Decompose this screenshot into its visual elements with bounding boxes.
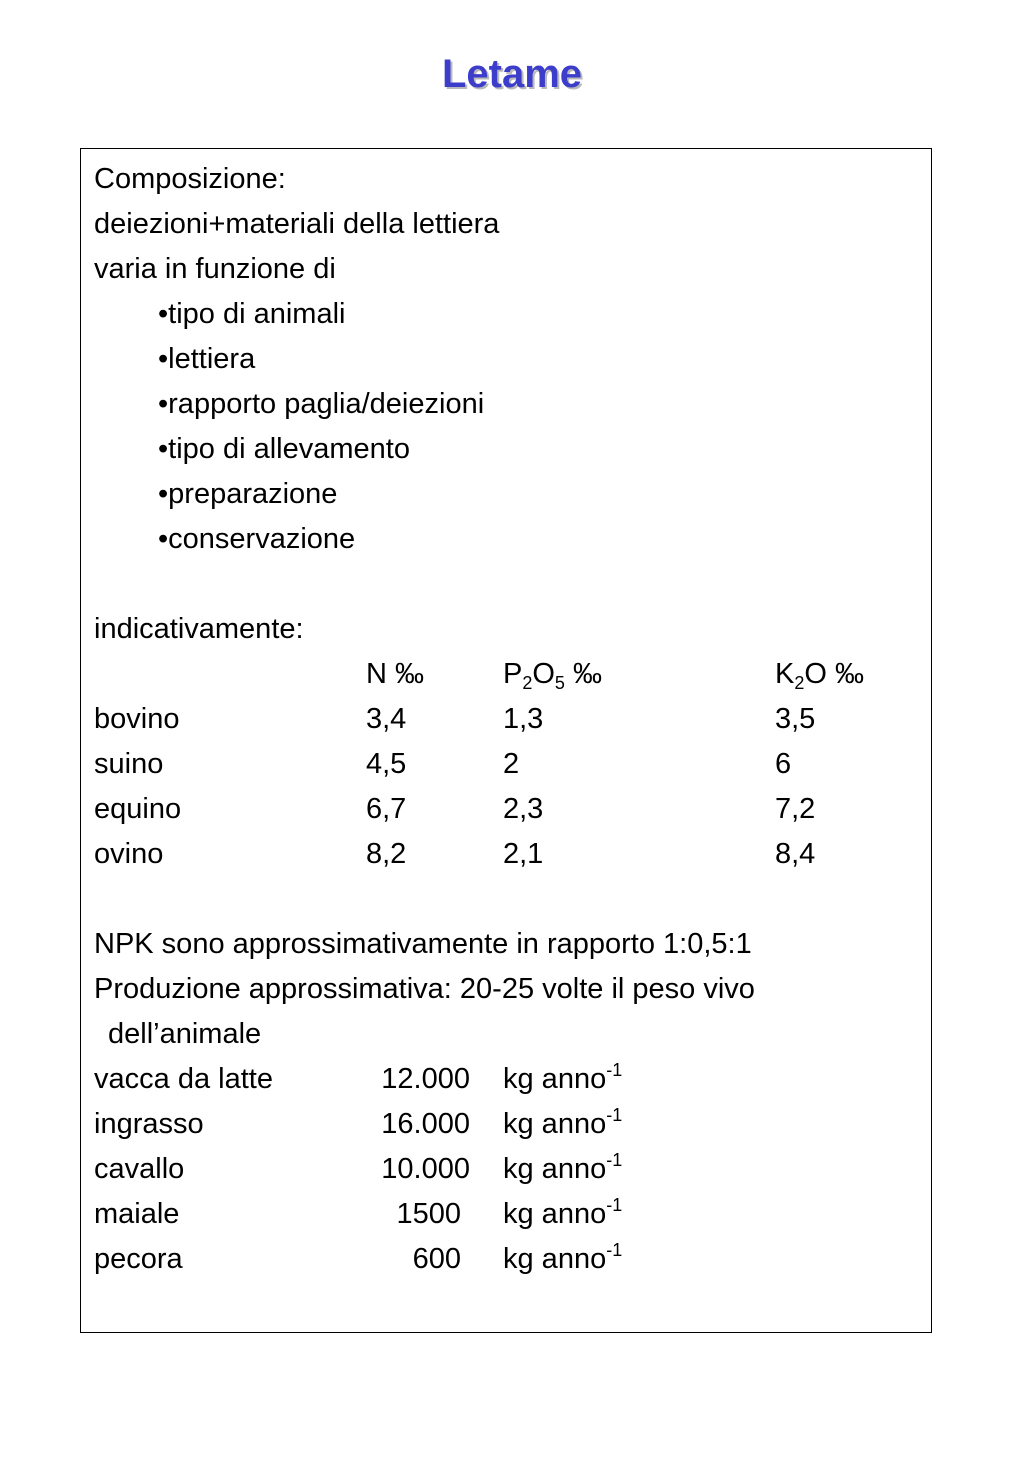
production-row-unit: kg anno$^{-1}$ [503, 1240, 623, 1275]
bullet-item: •preparazione [158, 478, 338, 510]
bullet-item: •rapporto paglia/deiezioni [158, 388, 485, 420]
header-n: N ‰ [366, 658, 424, 690]
production-row-unit: kg anno$^{-1}$ [503, 1060, 623, 1095]
production-row-name: ingrasso [94, 1108, 204, 1140]
production-row-name: maiale [94, 1198, 180, 1230]
npk-ratio-note: NPK sono approssimativamente in rapporto 1:0,5:1 [94, 928, 752, 960]
production-row-unit: kg anno$^{-1}$ [503, 1105, 623, 1140]
page-title: Letame [441, 52, 583, 96]
table-row-name: suino [94, 748, 164, 780]
bullet-item: •conservazione [158, 523, 356, 555]
bullet-item: •tipo di animali [158, 298, 346, 330]
header-p2o5: $P_2O_5$ ‰ [503, 658, 602, 693]
table-label: indicativamente: [94, 613, 304, 645]
production-row-value: 10.000 [381, 1153, 470, 1185]
production-row-unit: kg anno$^{-1}$ [503, 1150, 623, 1185]
table-cell-p: 2 [503, 748, 520, 780]
table-cell-n: 4,5 [366, 748, 407, 780]
production-row-name: pecora [94, 1243, 183, 1275]
production-row-name: vacca da latte [94, 1063, 273, 1095]
table-cell-k: 7,2 [775, 793, 816, 825]
table-row-name: bovino [94, 703, 180, 735]
header-k2o: $K_2O$ ‰ [775, 658, 864, 693]
table-cell-p: 2,1 [503, 838, 544, 870]
table-cell-k: 6 [775, 748, 792, 780]
production-note: Produzione approssimativa: 20-25 volte il peso vivo [94, 973, 755, 1005]
production-row-value: 1500 [396, 1198, 461, 1230]
table-cell-p: 2,3 [503, 793, 544, 825]
production-row-value: 12.000 [381, 1063, 470, 1095]
table-row-name: equino [94, 793, 182, 825]
table-cell-n: 6,7 [366, 793, 407, 825]
table-cell-k: 8,4 [775, 838, 816, 870]
table-row-name: ovino [94, 838, 164, 870]
production-row-value: 600 [412, 1243, 461, 1275]
composition-heading: Composizione: [94, 163, 286, 195]
production-row-name: cavallo [94, 1153, 185, 1185]
varies-line: varia in funzione di [94, 253, 336, 285]
production-note-continued: dell’animale [108, 1018, 262, 1050]
table-cell-n: 3,4 [366, 703, 407, 735]
table-cell-n: 8,2 [366, 838, 407, 870]
production-row-unit: kg anno$^{-1}$ [503, 1195, 623, 1230]
table-cell-k: 3,5 [775, 703, 816, 735]
bullet-item: •tipo di allevamento [158, 433, 410, 465]
composition-line: deiezioni+materiali della lettiera [94, 208, 500, 240]
table-cell-p: 1,3 [503, 703, 544, 735]
bullet-item: •lettiera [158, 343, 256, 375]
production-row-value: 16.000 [381, 1108, 470, 1140]
